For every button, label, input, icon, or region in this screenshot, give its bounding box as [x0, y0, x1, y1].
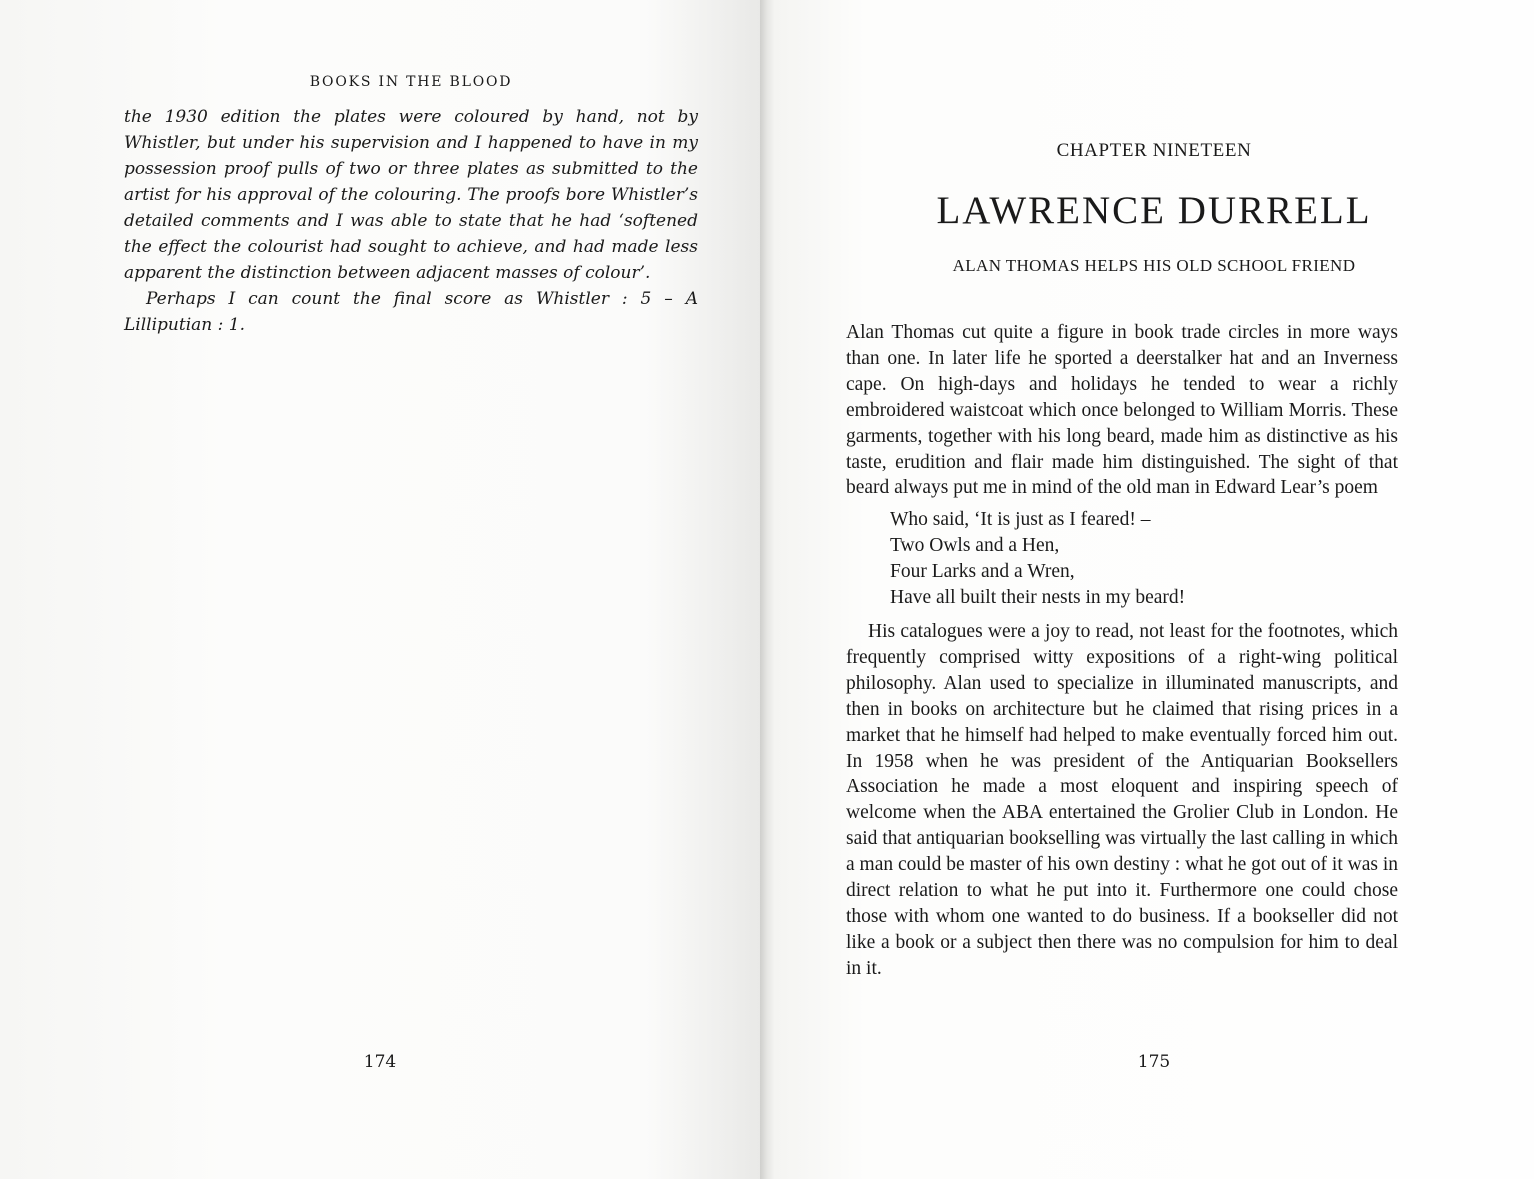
chapter-subtitle: ALAN THOMAS HELPS HIS OLD SCHOOL FRIEND — [952, 256, 1356, 275]
left-page — [0, 0, 760, 1179]
chapter-number: CHAPTER NINETEEN — [1056, 140, 1252, 161]
verse-line: Who said, ‘It is just as I feared! – — [890, 509, 1151, 531]
paragraph: His catalogues were a joy to read, not least for the footnotes, which frequently comprised witty expositions of a right-wing political philosophy. Alan used to specialize in illuminated manuscripts, and then in books on architecture but he claimed that rising prices in a market that he himself had helped to make eventually forced him out. In 1958 when he was president of the Antiquarian Booksellers Association he made a most eloquent and inspiring speech of welcome when the ABA entertained the Grolier Club in London. He said that antiquarian bookselling was virtually the last calling in which a man could be master of his own destiny : what he got out of it was in direct relation to what he put into it. Furthermore one could chose those with whom one wanted to do business. If a bookseller did not like a book or a subject then there was no compulsion for him to deal in it. — [846, 620, 1398, 979]
right-page — [774, 0, 1534, 1179]
chapter-title: LAWRENCE DURRELL — [936, 189, 1372, 232]
paragraph: Alan Thomas cut quite a figure in book trade circles in more ways than one. In later life he sported a deerstalker hat and an Inverness cape. On high-days and holidays he tended to wear a richly embroidered waistcoat which once belonged to William Morris. These garments, together with his long beard, made him as distinctive as his taste, erudition and flair made him distinguished. The sight of that beard always put me in mind of the old man in Edward Lear’s poem — [846, 322, 1398, 499]
poem-quote — [890, 507, 1398, 611]
right-page-text — [846, 320, 1398, 982]
book-gutter — [760, 0, 774, 1179]
paragraph: the 1930 edition the plates were coloured by hand, not by Whistler, but under his supervision and I happened to have in my possession proof pulls of two or three plates as submitted to the artist for his approval of the colouring. The proofs bore Whistler’s detailed comments and I was able to state that he had ‘softened the effect the colourist had sought to achieve, and had made less apparent the distinction between adjacent masses of colour’. — [124, 107, 698, 283]
left-page-text — [124, 104, 698, 338]
running-head: BOOKS IN THE BLOOD — [309, 74, 513, 90]
verse-line: Four Larks and a Wren, — [890, 561, 1075, 583]
page-number-left: 174 — [363, 1052, 397, 1072]
verse-line: Have all built their nests in my beard! — [890, 587, 1186, 609]
page-number-right: 175 — [1137, 1052, 1171, 1072]
verse-line: Two Owls and a Hen, — [890, 535, 1060, 557]
paragraph: Perhaps I can count the final score as Whistler : 5 – A Lilliputian : 1. — [124, 289, 698, 335]
